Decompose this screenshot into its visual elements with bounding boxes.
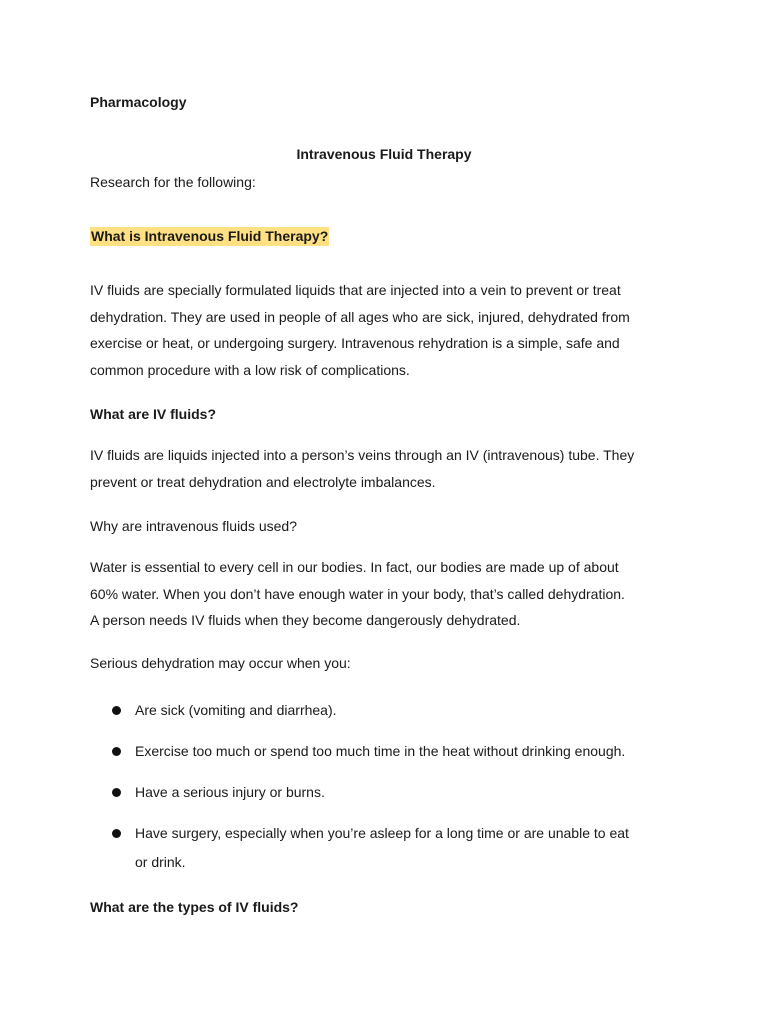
- paragraph-line: 60% water. When you don’t have enough water in your body, that’s called dehydration.: [90, 585, 625, 602]
- list-item-text: Are sick (vomiting and diarrhea).: [135, 702, 337, 718]
- intro-text: Research for the following:: [90, 174, 256, 190]
- section-heading-what-is-iv-therapy: [90, 228, 329, 244]
- list-item-text-line: or drink.: [135, 854, 186, 870]
- list-item: [112, 819, 682, 877]
- section-heading-what-are-iv-fluids: What are IV fluids?: [90, 406, 217, 422]
- bullet-icon: [112, 829, 121, 838]
- paragraph-line: IV fluids are specially formulated liquids that are injected into a vein to prevent or treat: [90, 282, 621, 298]
- paragraph-line: exercise or heat, or undergoing surgery. Intravenous rehydration is a simple, safe and: [90, 335, 620, 351]
- section-heading-types-of-iv-fluids: What are the types of IV fluids?: [90, 899, 299, 915]
- bullet-icon: [112, 706, 121, 715]
- paragraph-iv-fluids-definition: [90, 442, 690, 495]
- document-title: Intravenous Fluid Therapy: [296, 146, 472, 162]
- list-item-text: Exercise too much or spend too much time in the heat without drinking enough.: [135, 743, 626, 759]
- why-heading: Why are intravenous fluids used?: [90, 518, 297, 534]
- paragraph-line: A person needs IV fluids when they become dangerously dehydrated.: [90, 612, 521, 628]
- course-heading: Pharmacology: [90, 94, 187, 110]
- list-item: [112, 737, 682, 766]
- paragraph-line: IV fluids are liquids injected into a person’s veins through an IV (intravenous) tube. They: [90, 447, 635, 463]
- paragraph-line: prevent or treat dehydration and electrolyte imbalances.: [90, 473, 436, 490]
- bullet-icon: [112, 788, 121, 797]
- list-intro: Serious dehydration may occur when you:: [90, 655, 351, 671]
- list-item: [112, 696, 682, 725]
- highlighted-heading-text: What is Intravenous Fluid Therapy?: [91, 228, 329, 244]
- paragraph-line: common procedure with a low risk of complications.: [90, 361, 410, 378]
- list-item: [112, 778, 682, 807]
- paragraph-why-iv-fluids: [90, 554, 690, 634]
- paragraph-line: dehydration. They are used in people of all ages who are sick, injured, dehydrated from: [90, 308, 630, 325]
- paragraph-iv-therapy-definition: [90, 277, 690, 383]
- bullet-icon: [112, 747, 121, 756]
- list-item-text: Have a serious injury or burns.: [135, 784, 325, 800]
- paragraph-line: Water is essential to every cell in our bodies. In fact, our bodies are made up of about: [90, 559, 619, 575]
- list-item-text-line: Have surgery, especially when you’re asleep for a long time or are unable to eat: [135, 825, 629, 841]
